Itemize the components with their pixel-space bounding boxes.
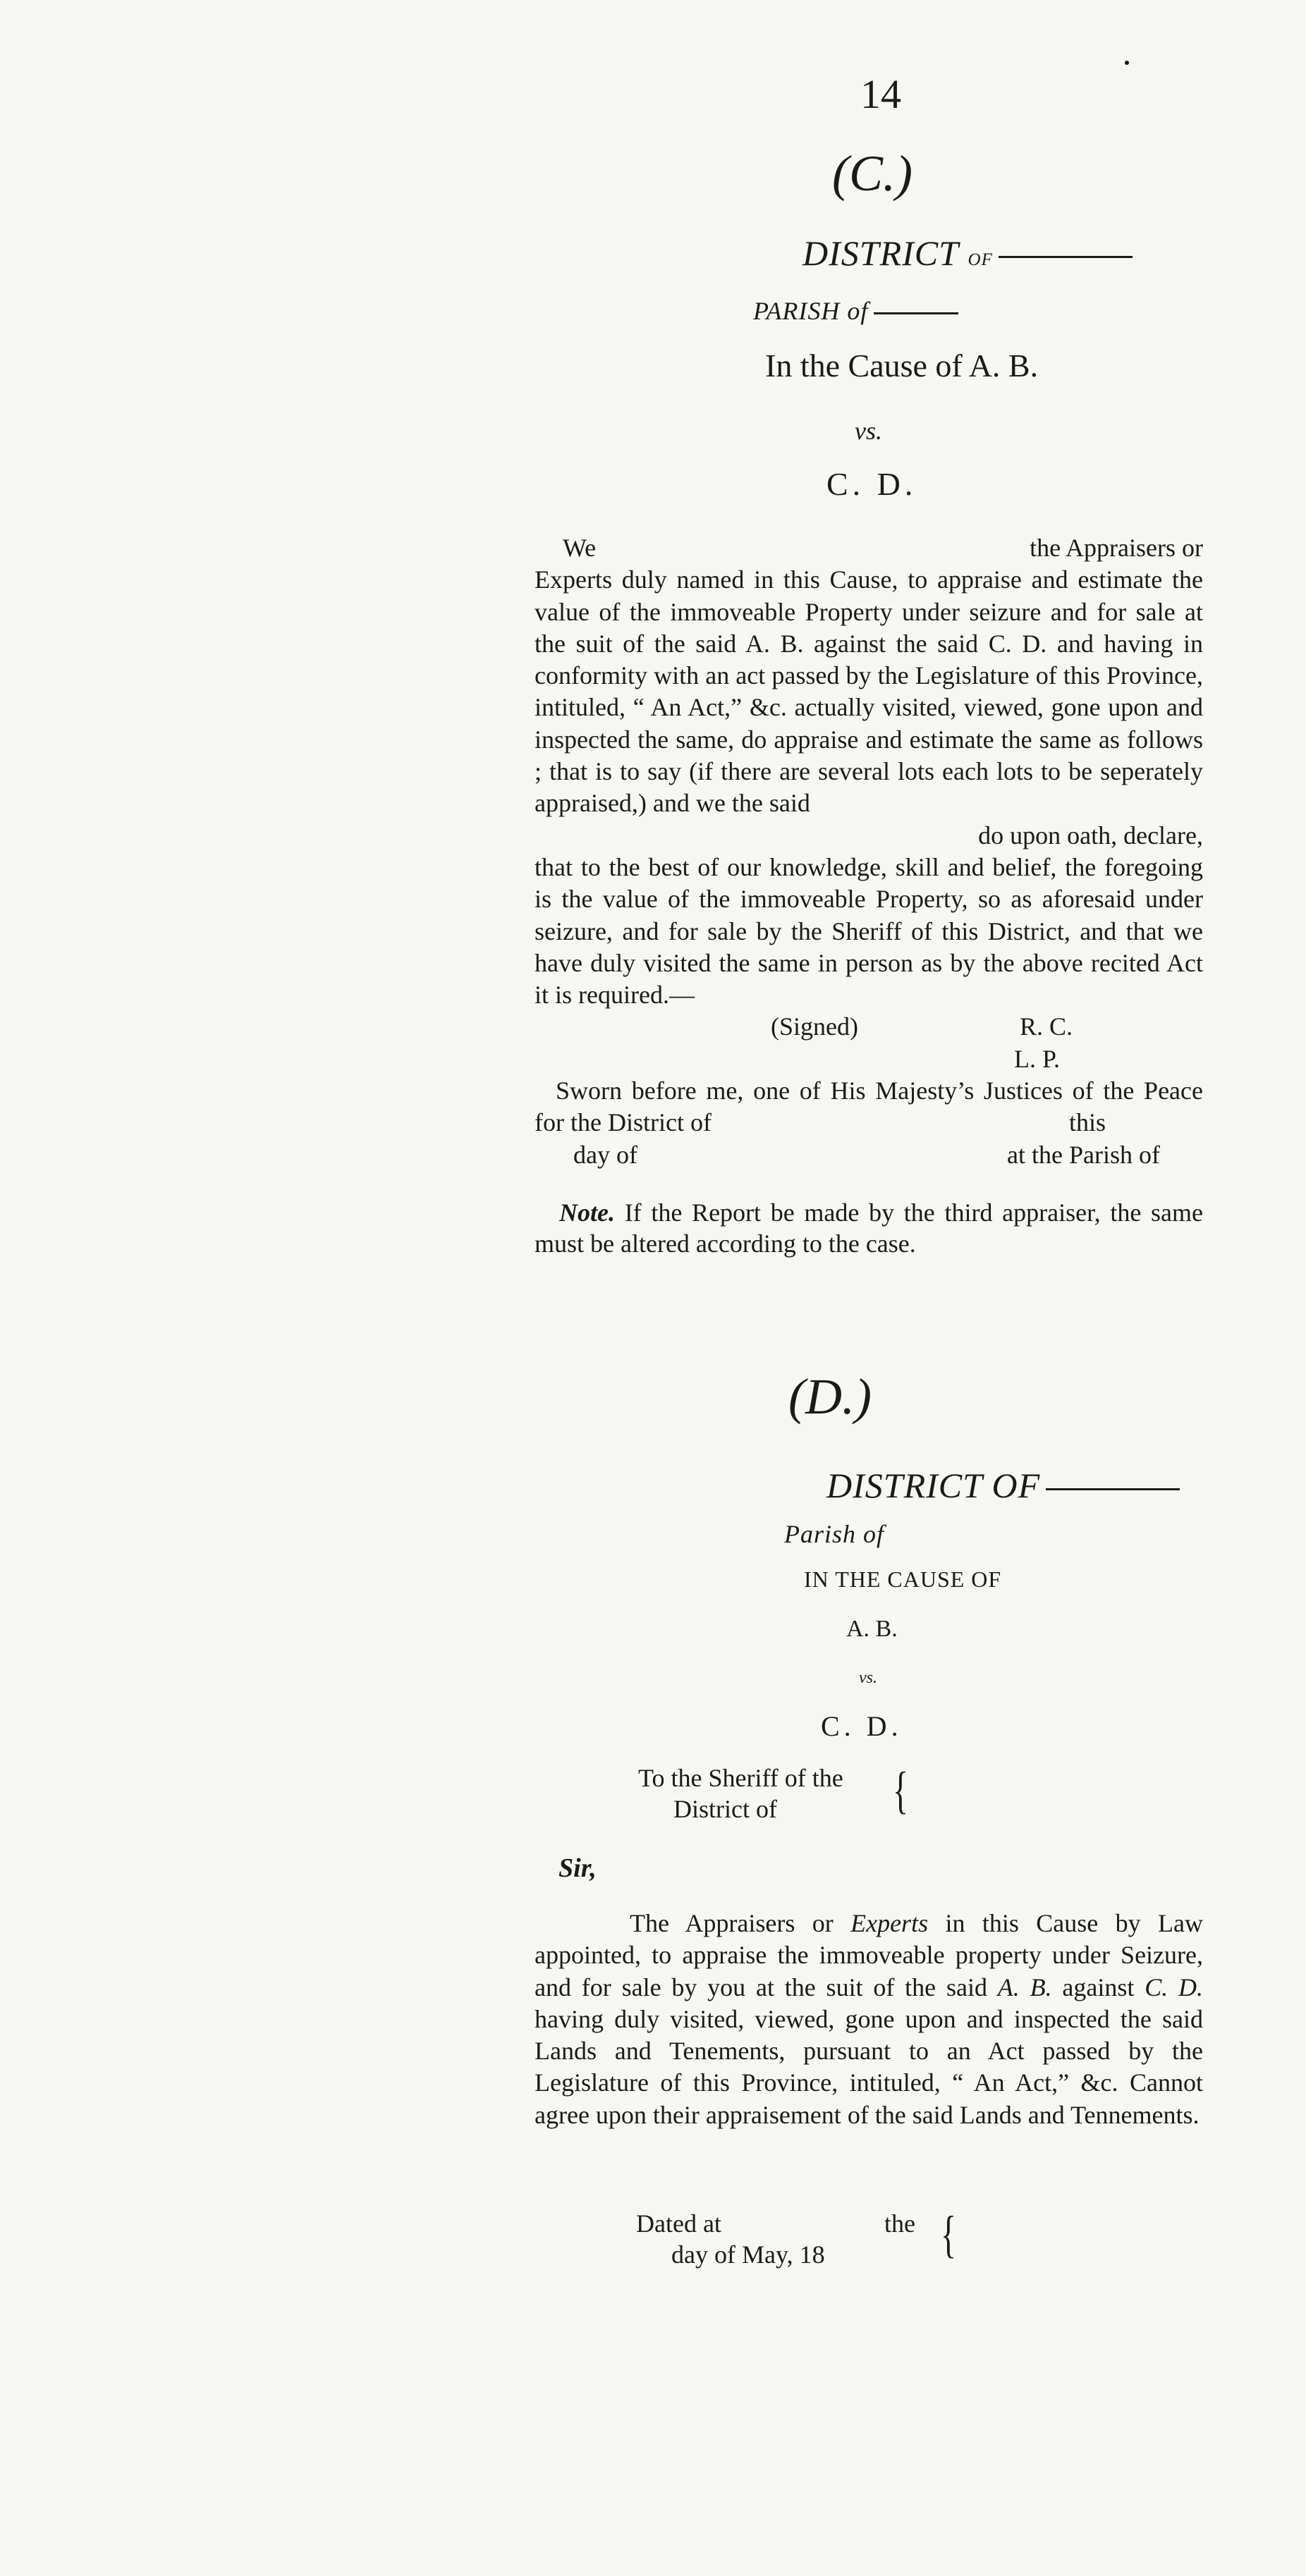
- form-d-body: [535, 1908, 1203, 2131]
- form-c-defendant: C. D.: [826, 466, 917, 502]
- form-d-district-label: DISTRICT OF: [826, 1466, 1041, 1505]
- form-c-body: [535, 532, 1203, 1259]
- form-d-district: [826, 1465, 1180, 1506]
- form-d-body-3: having duly visited, viewed, gone upon and inspected the said Lands and Tenements, pursuant to an Act passed by the Legislature of this Province, intituled, “ An Act,” &c. Cannot agree upon their appraisement of the said Lands and Tennements.: [535, 2004, 1203, 2129]
- form-c-district: [802, 233, 1133, 274]
- blank-line: [1046, 1488, 1180, 1490]
- form-c-parish: [753, 296, 958, 326]
- form-d-paragraph: [535, 1908, 1203, 2131]
- form-d-cd: C. D.: [1145, 1973, 1204, 2001]
- form-c-first-line: [535, 532, 1203, 564]
- form-c-this: this: [1069, 1108, 1106, 1137]
- form-c-cause: In the Cause of A. B.: [765, 348, 1039, 384]
- page-number: 14: [860, 71, 901, 117]
- form-d-salutation: Sir,: [559, 1853, 597, 1883]
- blank-line: [999, 256, 1133, 258]
- form-d-dated-at: Dated at: [636, 2209, 721, 2238]
- form-c-appraisers: the Appraisers or: [1030, 534, 1203, 562]
- form-d-body-1: The Appraisers or: [630, 1909, 834, 1937]
- form-c-paragraph: Experts duly named in this Cause, to appraise and estimate the value of the immoveable Property under seizure and for sale at the suit of the said A. B. against the said C. D. and having in conformity with an act passed by the Legislature of this Province, intituled, “ An Act,” &c. actually visited, viewed, gone upon and inspected the same, do appraise and estimate the same as follows ; that is to say (if there are several lots each lots to be seperately appraised,) and we the said: [535, 565, 1203, 818]
- form-c-sworn-block: [535, 1075, 1203, 1172]
- form-d-parish: Parish of: [784, 1520, 885, 1548]
- form-c-signed-line: [535, 1011, 1203, 1043]
- form-d-district-of: District of: [673, 1795, 777, 1823]
- form-c-signed: (Signed): [771, 1012, 858, 1041]
- brace-icon: {: [941, 2204, 957, 2263]
- form-d-body-2: in this Cause by Law appointed, to appraise the immoveable property under Seizure, and for sale by you at the suit of the said: [535, 1909, 1203, 2001]
- form-d-cause: IN THE CAUSE OF: [804, 1566, 1002, 1592]
- form-c-district-of: of: [968, 243, 993, 271]
- form-d-plaintiff: A. B.: [846, 1616, 898, 1642]
- form-c-signature-1: R. C.: [1019, 1012, 1073, 1041]
- blank-line: [874, 312, 958, 314]
- form-d-addressee: [638, 1762, 843, 1824]
- form-c-paragraph-2: that to the best of our knowledge, skill and belief, the foregoing is the value of the immoveable Property, so as aforesaid under seizure, and for sale by the Sheriff of this District, and that we have duly visited the same in person as by the above recited Act it is required.—: [535, 852, 1203, 1010]
- form-d-day-of-may: day of May, 18: [671, 2240, 825, 2269]
- form-c-signature-2: L. P.: [1014, 1044, 1061, 1073]
- form-c-at-parish: at the Parish of: [1007, 1141, 1160, 1170]
- form-c-note-label: Note.: [559, 1198, 615, 1227]
- form-d-against: against: [1062, 1973, 1135, 2001]
- form-c-letter: (C.): [832, 145, 913, 202]
- form-d-defendant: C. D.: [821, 1710, 903, 1742]
- form-c-parish-label: PARISH of: [753, 297, 869, 325]
- form-d-letter: (D.): [788, 1368, 872, 1425]
- form-c-upon-oath: do upon oath, declare,: [978, 821, 1203, 850]
- form-d-dated-line: [636, 2208, 915, 2239]
- form-d-ab: A. B.: [997, 1973, 1052, 2001]
- form-c-we: We: [563, 534, 597, 562]
- form-d-the: the: [884, 2209, 915, 2238]
- form-c-day-of: day of: [573, 1141, 637, 1170]
- form-d-dated: [636, 2208, 915, 2270]
- form-d-experts: Experts: [850, 1909, 929, 1937]
- form-c-district-label: DISTRICT: [802, 233, 959, 273]
- form-c-sworn: Sworn before me, one of His Majesty’s Justices of the Peace for the District of: [535, 1077, 1203, 1137]
- form-c-note: [535, 1197, 1203, 1259]
- form-d-to-sheriff: To the Sheriff of the: [638, 1764, 843, 1792]
- form-d-vs: vs.: [859, 1669, 877, 1687]
- ink-speck: [1125, 61, 1129, 65]
- form-c-note-text: If the Report be made by the third appraiser, the same must be altered according to the case.: [535, 1198, 1203, 1258]
- brace-icon: {: [893, 1760, 909, 1819]
- form-c-vs: vs.: [855, 417, 882, 445]
